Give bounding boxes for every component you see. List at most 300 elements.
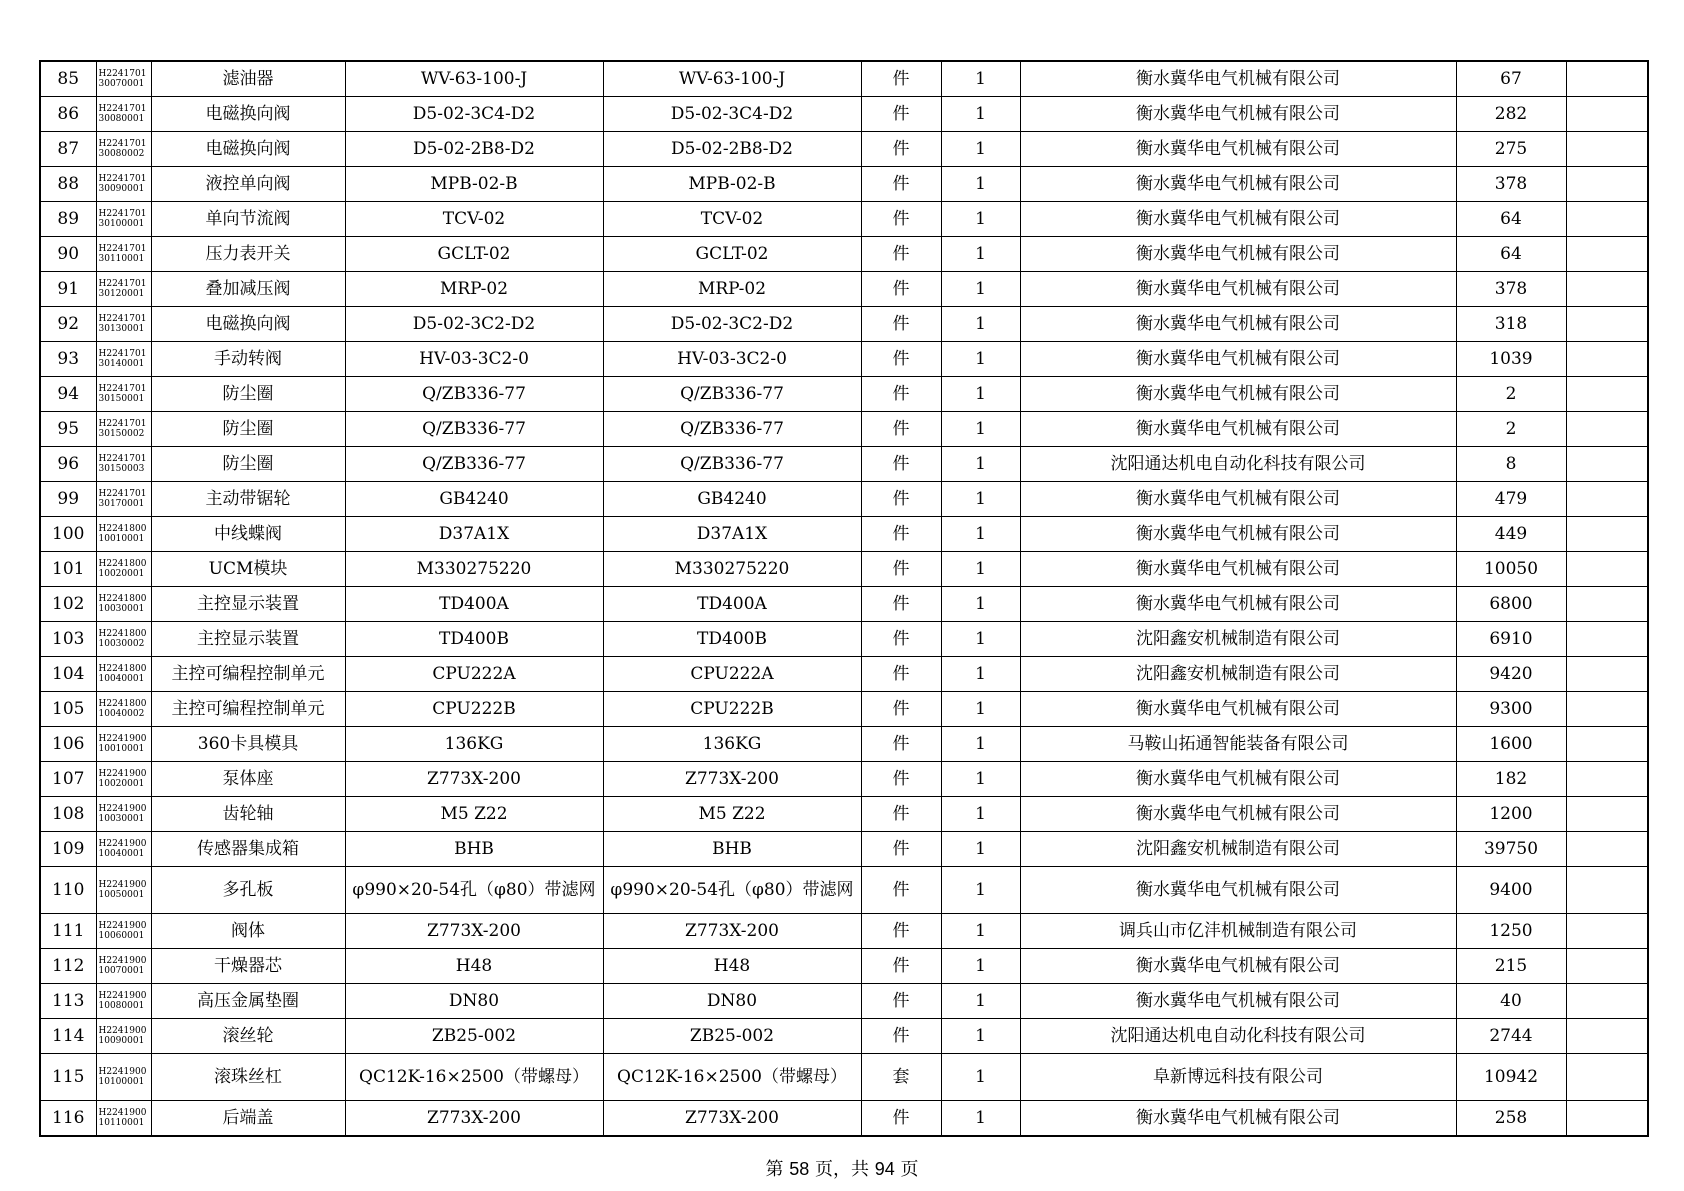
specification-cell: GB4240 [345,482,603,517]
row-number-cell: 106 [40,727,96,762]
supplier-cell: 沈阳通达机电自动化科技有限公司 [1020,447,1456,482]
table-row [40,587,1648,622]
unit-price-cell: 258 [1456,1101,1566,1137]
material-code-cell: H2241800 10030002 [96,622,151,657]
material-code-cell: H2241900 10100001 [96,1054,151,1101]
supplier-cell: 调兵山市亿沣机械制造有限公司 [1020,914,1456,949]
material-code-cell: H2241900 10090001 [96,1019,151,1054]
remarks-cell [1566,657,1648,692]
model-cell: DN80 [603,984,861,1019]
supplier-cell: 衡水冀华电气机械有限公司 [1020,762,1456,797]
unit-price-cell: 39750 [1456,832,1566,867]
specification-cell: TD400B [345,622,603,657]
unit-cell: 件 [861,412,941,447]
material-code-cell: H2241701 30090001 [96,167,151,202]
unit-cell: 件 [861,914,941,949]
supplier-cell: 衡水冀华电气机械有限公司 [1020,202,1456,237]
model-cell: 136KG [603,727,861,762]
unit-price-cell: 64 [1456,237,1566,272]
unit-price-cell: 449 [1456,517,1566,552]
row-number-cell: 102 [40,587,96,622]
specification-cell: φ990×20-54孔（φ80）带滤网 [345,867,603,914]
unit-cell: 件 [861,867,941,914]
specification-cell: M330275220 [345,552,603,587]
model-cell: φ990×20-54孔（φ80）带滤网 [603,867,861,914]
unit-cell: 件 [861,832,941,867]
model-cell: Q/ZB336-77 [603,447,861,482]
item-name-cell: 主控可编程控制单元 [151,692,345,727]
quantity-cell: 1 [941,914,1020,949]
unit-price-cell: 9300 [1456,692,1566,727]
remarks-cell [1566,949,1648,984]
unit-cell: 件 [861,622,941,657]
quantity-cell: 1 [941,657,1020,692]
specification-cell: BHB [345,832,603,867]
quantity-cell: 1 [941,587,1020,622]
remarks-cell [1566,1019,1648,1054]
unit-cell: 件 [861,167,941,202]
unit-price-cell: 2744 [1456,1019,1566,1054]
supplier-cell: 衡水冀华电气机械有限公司 [1020,552,1456,587]
unit-price-cell: 1039 [1456,342,1566,377]
item-name-cell: 滤油器 [151,61,345,97]
unit-price-cell: 182 [1456,762,1566,797]
table-row [40,307,1648,342]
supplier-cell: 衡水冀华电气机械有限公司 [1020,412,1456,447]
material-code-cell: H2241701 30120001 [96,272,151,307]
supplier-cell: 衡水冀华电气机械有限公司 [1020,97,1456,132]
supplier-cell: 衡水冀华电气机械有限公司 [1020,949,1456,984]
specification-cell: GCLT-02 [345,237,603,272]
quantity-cell: 1 [941,61,1020,97]
unit-price-cell: 9420 [1456,657,1566,692]
row-number-cell: 88 [40,167,96,202]
unit-price-cell: 282 [1456,97,1566,132]
unit-cell: 件 [861,61,941,97]
row-number-cell: 116 [40,1101,96,1137]
supplier-cell: 衡水冀华电气机械有限公司 [1020,272,1456,307]
specification-cell: CPU222A [345,657,603,692]
row-number-cell: 93 [40,342,96,377]
row-number-cell: 104 [40,657,96,692]
unit-price-cell: 6800 [1456,587,1566,622]
model-cell: CPU222A [603,657,861,692]
specification-cell: D5-02-2B8-D2 [345,132,603,167]
remarks-cell [1566,447,1648,482]
item-name-cell: 多孔板 [151,867,345,914]
table-row [40,202,1648,237]
unit-price-cell: 479 [1456,482,1566,517]
item-name-cell: 防尘圈 [151,412,345,447]
model-cell: D5-02-2B8-D2 [603,132,861,167]
item-name-cell: 液控单向阀 [151,167,345,202]
supplier-cell: 马鞍山拓通智能装备有限公司 [1020,727,1456,762]
table-row [40,832,1648,867]
unit-price-cell: 67 [1456,61,1566,97]
unit-price-cell: 1200 [1456,797,1566,832]
unit-cell: 件 [861,692,941,727]
unit-price-cell: 2 [1456,412,1566,447]
remarks-cell [1566,762,1648,797]
remarks-cell [1566,914,1648,949]
unit-cell: 件 [861,587,941,622]
row-number-cell: 113 [40,984,96,1019]
material-code-cell: H2241800 10010001 [96,517,151,552]
unit-cell: 件 [861,272,941,307]
unit-cell: 件 [861,97,941,132]
model-cell: M5 Z22 [603,797,861,832]
item-name-cell: 齿轮轴 [151,797,345,832]
specification-cell: Z773X-200 [345,914,603,949]
item-name-cell: 防尘圈 [151,447,345,482]
row-number-cell: 110 [40,867,96,914]
table-row [40,132,1648,167]
quantity-cell: 1 [941,377,1020,412]
specification-cell: Q/ZB336-77 [345,412,603,447]
specification-cell: H48 [345,949,603,984]
row-number-cell: 105 [40,692,96,727]
material-code-cell: H2241800 10040001 [96,657,151,692]
table-row [40,797,1648,832]
row-number-cell: 108 [40,797,96,832]
material-code-cell: H2241900 10020001 [96,762,151,797]
remarks-cell [1566,622,1648,657]
table-row [40,867,1648,914]
quantity-cell: 1 [941,1054,1020,1101]
item-name-cell: 后端盖 [151,1101,345,1137]
material-code-cell: H2241701 30150003 [96,447,151,482]
total-page-number: 94 [874,1159,895,1179]
row-number-cell: 115 [40,1054,96,1101]
item-name-cell: 防尘圈 [151,377,345,412]
quantity-cell: 1 [941,762,1020,797]
material-code-cell: H2241800 10030001 [96,587,151,622]
unit-cell: 件 [861,984,941,1019]
item-name-cell: 电磁换向阀 [151,132,345,167]
remarks-cell [1566,727,1648,762]
remarks-cell [1566,692,1648,727]
item-name-cell: 主控可编程控制单元 [151,657,345,692]
unit-cell: 件 [861,797,941,832]
model-cell: CPU222B [603,692,861,727]
quantity-cell: 1 [941,552,1020,587]
quantity-cell: 1 [941,272,1020,307]
unit-price-cell: 378 [1456,272,1566,307]
model-cell: MPB-02-B [603,167,861,202]
model-cell: D5-02-3C2-D2 [603,307,861,342]
unit-cell: 件 [861,762,941,797]
supplier-cell: 衡水冀华电气机械有限公司 [1020,307,1456,342]
unit-price-cell: 378 [1456,167,1566,202]
item-name-cell: 泵体座 [151,762,345,797]
supplier-cell: 衡水冀华电气机械有限公司 [1020,167,1456,202]
unit-price-cell: 215 [1456,949,1566,984]
unit-price-cell: 1250 [1456,914,1566,949]
remarks-cell [1566,1101,1648,1137]
model-cell: ZB25-002 [603,1019,861,1054]
specification-cell: Z773X-200 [345,762,603,797]
table-row [40,482,1648,517]
unit-price-cell: 10942 [1456,1054,1566,1101]
specification-cell: Z773X-200 [345,1101,603,1137]
row-number-cell: 107 [40,762,96,797]
table-row [40,342,1648,377]
item-name-cell: 滚珠丝杠 [151,1054,345,1101]
quantity-cell: 1 [941,132,1020,167]
model-cell: QC12K-16×2500（带螺母） [603,1054,861,1101]
quantity-cell: 1 [941,949,1020,984]
table-row [40,1101,1648,1137]
remarks-cell [1566,342,1648,377]
table-row [40,762,1648,797]
material-code-cell: H2241900 10070001 [96,949,151,984]
supplier-cell: 衡水冀华电气机械有限公司 [1020,517,1456,552]
quantity-cell: 1 [941,482,1020,517]
model-cell: Z773X-200 [603,1101,861,1137]
specification-cell: MRP-02 [345,272,603,307]
material-code-cell: H2241701 30080002 [96,132,151,167]
item-name-cell: 滚丝轮 [151,1019,345,1054]
remarks-cell [1566,202,1648,237]
quantity-cell: 1 [941,412,1020,447]
item-name-cell: 主控显示装置 [151,622,345,657]
specification-cell: CPU222B [345,692,603,727]
footer-suffix: 页 [900,1159,919,1180]
unit-cell: 件 [861,552,941,587]
supplier-cell: 沈阳鑫安机械制造有限公司 [1020,622,1456,657]
supplier-cell: 衡水冀华电气机械有限公司 [1020,132,1456,167]
specification-cell: M5 Z22 [345,797,603,832]
unit-price-cell: 6910 [1456,622,1566,657]
table-row [40,727,1648,762]
table-row [40,412,1648,447]
quantity-cell: 1 [941,307,1020,342]
quantity-cell: 1 [941,97,1020,132]
material-code-cell: H2241701 30150002 [96,412,151,447]
supplier-cell: 沈阳通达机电自动化科技有限公司 [1020,1019,1456,1054]
unit-price-cell: 318 [1456,307,1566,342]
quantity-cell: 1 [941,202,1020,237]
specification-cell: Q/ZB336-77 [345,447,603,482]
specification-cell: D5-02-3C2-D2 [345,307,603,342]
remarks-cell [1566,517,1648,552]
specification-cell: D5-02-3C4-D2 [345,97,603,132]
model-cell: M330275220 [603,552,861,587]
table-row [40,692,1648,727]
remarks-cell [1566,167,1648,202]
remarks-cell [1566,132,1648,167]
model-cell: D5-02-3C4-D2 [603,97,861,132]
material-code-cell: H2241701 30130001 [96,307,151,342]
quantity-cell: 1 [941,622,1020,657]
model-cell: TCV-02 [603,202,861,237]
material-code-cell: H2241701 30150001 [96,377,151,412]
table-row [40,914,1648,949]
table-row [40,237,1648,272]
model-cell: GCLT-02 [603,237,861,272]
supplier-cell: 衡水冀华电气机械有限公司 [1020,984,1456,1019]
specification-cell: ZB25-002 [345,1019,603,1054]
item-name-cell: 电磁换向阀 [151,97,345,132]
row-number-cell: 86 [40,97,96,132]
model-cell: HV-03-3C2-0 [603,342,861,377]
unit-cell: 件 [861,517,941,552]
unit-cell: 件 [861,307,941,342]
material-code-cell: H2241701 30080001 [96,97,151,132]
remarks-cell [1566,984,1648,1019]
specification-cell: DN80 [345,984,603,1019]
material-code-cell: H2241900 10010001 [96,727,151,762]
remarks-cell [1566,97,1648,132]
row-number-cell: 111 [40,914,96,949]
table-row [40,984,1648,1019]
quantity-cell: 1 [941,447,1020,482]
table-row [40,657,1648,692]
item-name-cell: 叠加减压阀 [151,272,345,307]
supplier-cell: 衡水冀华电气机械有限公司 [1020,692,1456,727]
remarks-cell [1566,272,1648,307]
unit-cell: 件 [861,342,941,377]
unit-price-cell: 275 [1456,132,1566,167]
unit-cell: 件 [861,377,941,412]
model-cell: MRP-02 [603,272,861,307]
table-row [40,272,1648,307]
material-code-cell: H2241701 30110001 [96,237,151,272]
item-name-cell: 主控显示装置 [151,587,345,622]
remarks-cell [1566,552,1648,587]
row-number-cell: 103 [40,622,96,657]
unit-cell: 件 [861,657,941,692]
supplier-cell: 阜新博远科技有限公司 [1020,1054,1456,1101]
table-body [40,61,1648,1136]
quantity-cell: 1 [941,517,1020,552]
quantity-cell: 1 [941,167,1020,202]
unit-price-cell: 9400 [1456,867,1566,914]
unit-price-cell: 1600 [1456,727,1566,762]
remarks-cell [1566,482,1648,517]
specification-cell: MPB-02-B [345,167,603,202]
quantity-cell: 1 [941,237,1020,272]
model-cell: D37A1X [603,517,861,552]
unit-cell: 件 [861,949,941,984]
model-cell: GB4240 [603,482,861,517]
item-name-cell: 传感器集成箱 [151,832,345,867]
material-code-cell: H2241900 10050001 [96,867,151,914]
row-number-cell: 87 [40,132,96,167]
unit-cell: 件 [861,237,941,272]
row-number-cell: 94 [40,377,96,412]
material-code-cell: H2241900 10060001 [96,914,151,949]
unit-cell: 套 [861,1054,941,1101]
supplier-cell: 沈阳鑫安机械制造有限公司 [1020,657,1456,692]
model-cell: TD400A [603,587,861,622]
model-cell: Z773X-200 [603,762,861,797]
specification-cell: QC12K-16×2500（带螺母） [345,1054,603,1101]
item-name-cell: 阀体 [151,914,345,949]
quantity-cell: 1 [941,867,1020,914]
item-name-cell: 压力表开关 [151,237,345,272]
row-number-cell: 109 [40,832,96,867]
unit-price-cell: 10050 [1456,552,1566,587]
supplier-cell: 衡水冀华电气机械有限公司 [1020,237,1456,272]
material-code-cell: H2241701 30170001 [96,482,151,517]
specification-cell: TCV-02 [345,202,603,237]
item-name-cell: 主动带锯轮 [151,482,345,517]
specification-cell: Q/ZB336-77 [345,377,603,412]
page-footer [0,1155,1684,1181]
quantity-cell: 1 [941,1019,1020,1054]
supplier-cell: 衡水冀华电气机械有限公司 [1020,61,1456,97]
quantity-cell: 1 [941,342,1020,377]
item-name-cell: 高压金属垫圈 [151,984,345,1019]
footer-prefix: 第 [765,1159,784,1180]
row-number-cell: 100 [40,517,96,552]
remarks-cell [1566,1054,1648,1101]
specification-cell: HV-03-3C2-0 [345,342,603,377]
item-name-cell: 手动转阀 [151,342,345,377]
row-number-cell: 85 [40,61,96,97]
specification-cell: D37A1X [345,517,603,552]
item-name-cell: 干燥器芯 [151,949,345,984]
material-code-cell: H2241900 10040001 [96,832,151,867]
material-code-cell: H2241800 10040002 [96,692,151,727]
table-row [40,61,1648,97]
model-cell: Q/ZB336-77 [603,377,861,412]
supplier-cell: 衡水冀华电气机械有限公司 [1020,797,1456,832]
material-code-cell: H2241701 30140001 [96,342,151,377]
table-row [40,447,1648,482]
model-cell: BHB [603,832,861,867]
parts-price-table [39,60,1649,1137]
material-code-cell: H2241800 10020001 [96,552,151,587]
material-code-cell: H2241900 10030001 [96,797,151,832]
quantity-cell: 1 [941,984,1020,1019]
row-number-cell: 114 [40,1019,96,1054]
unit-price-cell: 8 [1456,447,1566,482]
table-row [40,1019,1648,1054]
item-name-cell: 中线蝶阀 [151,517,345,552]
row-number-cell: 96 [40,447,96,482]
quantity-cell: 1 [941,727,1020,762]
quantity-cell: 1 [941,832,1020,867]
supplier-cell: 衡水冀华电气机械有限公司 [1020,342,1456,377]
row-number-cell: 99 [40,482,96,517]
unit-cell: 件 [861,447,941,482]
supplier-cell: 衡水冀华电气机械有限公司 [1020,377,1456,412]
unit-price-cell: 2 [1456,377,1566,412]
item-name-cell: 单向节流阀 [151,202,345,237]
remarks-cell [1566,867,1648,914]
item-name-cell: UCM模块 [151,552,345,587]
unit-cell: 件 [861,132,941,167]
material-code-cell: H2241701 30070001 [96,61,151,97]
remarks-cell [1566,307,1648,342]
unit-cell: 件 [861,727,941,762]
table-row [40,1054,1648,1101]
supplier-cell: 衡水冀华电气机械有限公司 [1020,482,1456,517]
unit-price-cell: 64 [1456,202,1566,237]
footer-middle: 页，共 [815,1159,869,1180]
row-number-cell: 92 [40,307,96,342]
remarks-cell [1566,412,1648,447]
table-row [40,517,1648,552]
row-number-cell: 89 [40,202,96,237]
specification-cell: 136KG [345,727,603,762]
quantity-cell: 1 [941,692,1020,727]
model-cell: Z773X-200 [603,914,861,949]
unit-price-cell: 40 [1456,984,1566,1019]
unit-cell: 件 [861,1019,941,1054]
